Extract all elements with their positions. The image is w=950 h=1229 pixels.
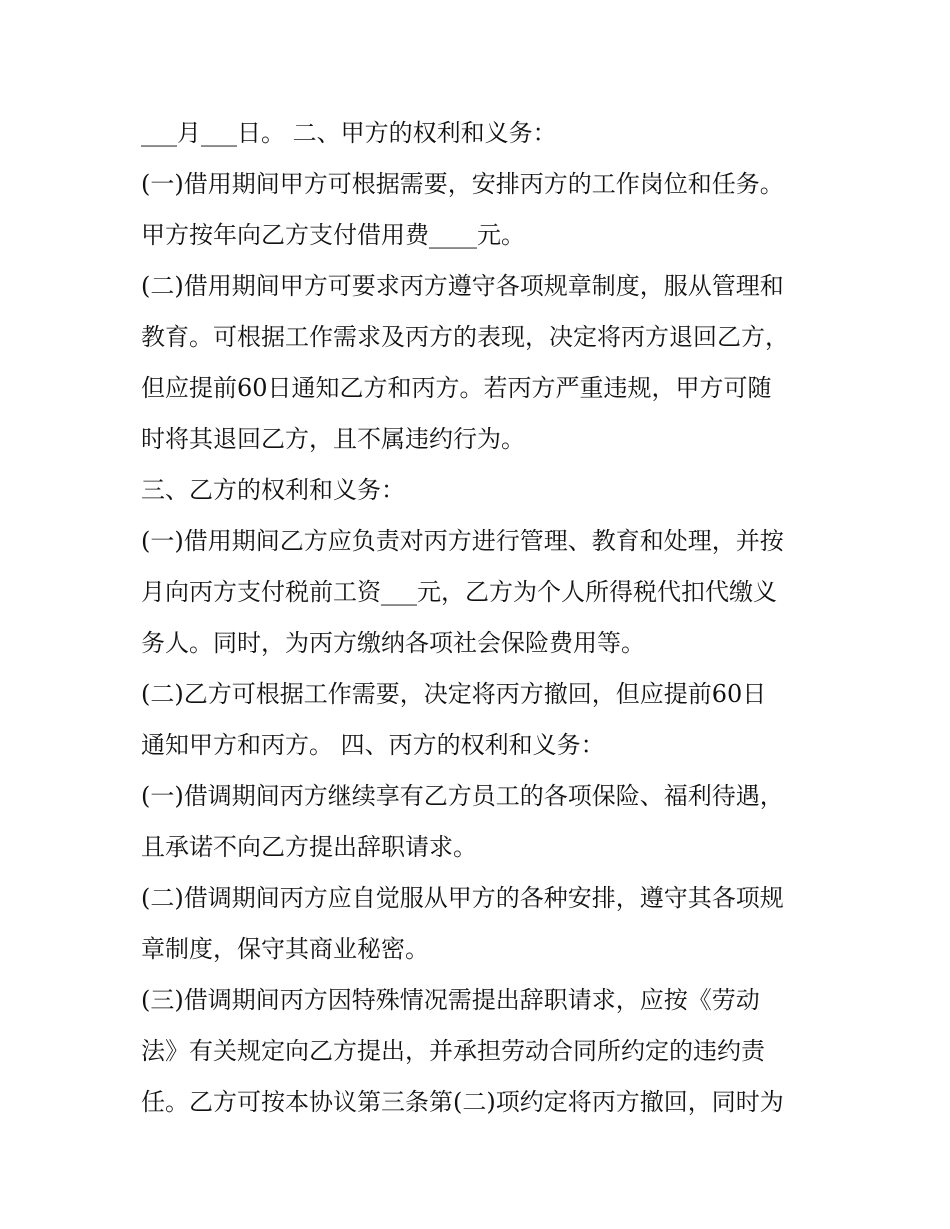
- section-heading: 三、乙方的权利和义务：: [141, 476, 405, 504]
- text-line: 章制度，保守其商业秘密。: [141, 935, 429, 963]
- text-line: 通知甲方和丙方。 四、丙方的权利和义务：: [141, 731, 605, 759]
- text-line: (二)借用期间甲方可要求丙方遵守各项规章制度，服从管理和: [141, 272, 784, 300]
- text-line: (三)借调期间丙方因特殊情况需提出辞职请求，应按《劳动: [141, 986, 760, 1014]
- agreement-text: [141, 108, 821, 1128]
- text-line: 任。乙方可按本协议第三条第(二)项约定将丙方撤回，同时为: [141, 1088, 784, 1116]
- text-line: 月向丙方支付税前工资___元，乙方为个人所得税代扣代缴义: [141, 578, 777, 606]
- text-line: (二)借调期间丙方应自觉服从甲方的各种安排，遵守其各项规: [141, 884, 784, 912]
- text-line: (二)乙方可根据工作需要，决定将丙方撤回，但应提前60日: [141, 680, 767, 708]
- text-line: (一)借调期间丙方继续享有乙方员工的各项保险、福利待遇，: [141, 782, 784, 810]
- text-line: 务人。同时，为丙方缴纳各项社会保险费用等。: [141, 629, 645, 657]
- text-line: (一)借用期间乙方应负责对丙方进行管理、教育和处理，并按: [141, 527, 784, 555]
- text-line: 法》有关规定向乙方提出，并承担劳动合同所约定的违约责: [141, 1037, 765, 1065]
- text-line: (一)借用期间甲方可根据需要，安排丙方的工作岗位和任务。: [141, 170, 784, 198]
- text-line: ___月___日。 二、甲方的权利和义务：: [141, 119, 557, 147]
- text-line: 教育。可根据工作需求及丙方的表现，决定将丙方退回乙方，: [141, 323, 789, 351]
- text-line: 且承诺不向乙方提出辞职请求。: [141, 833, 477, 861]
- text-line: 时将其退回乙方，且不属违约行为。: [141, 425, 525, 453]
- text-line: 甲方按年向乙方支付借用费____元。: [141, 221, 525, 249]
- text-line: 但应提前60日通知乙方和丙方。若丙方严重违规，甲方可随: [141, 374, 772, 402]
